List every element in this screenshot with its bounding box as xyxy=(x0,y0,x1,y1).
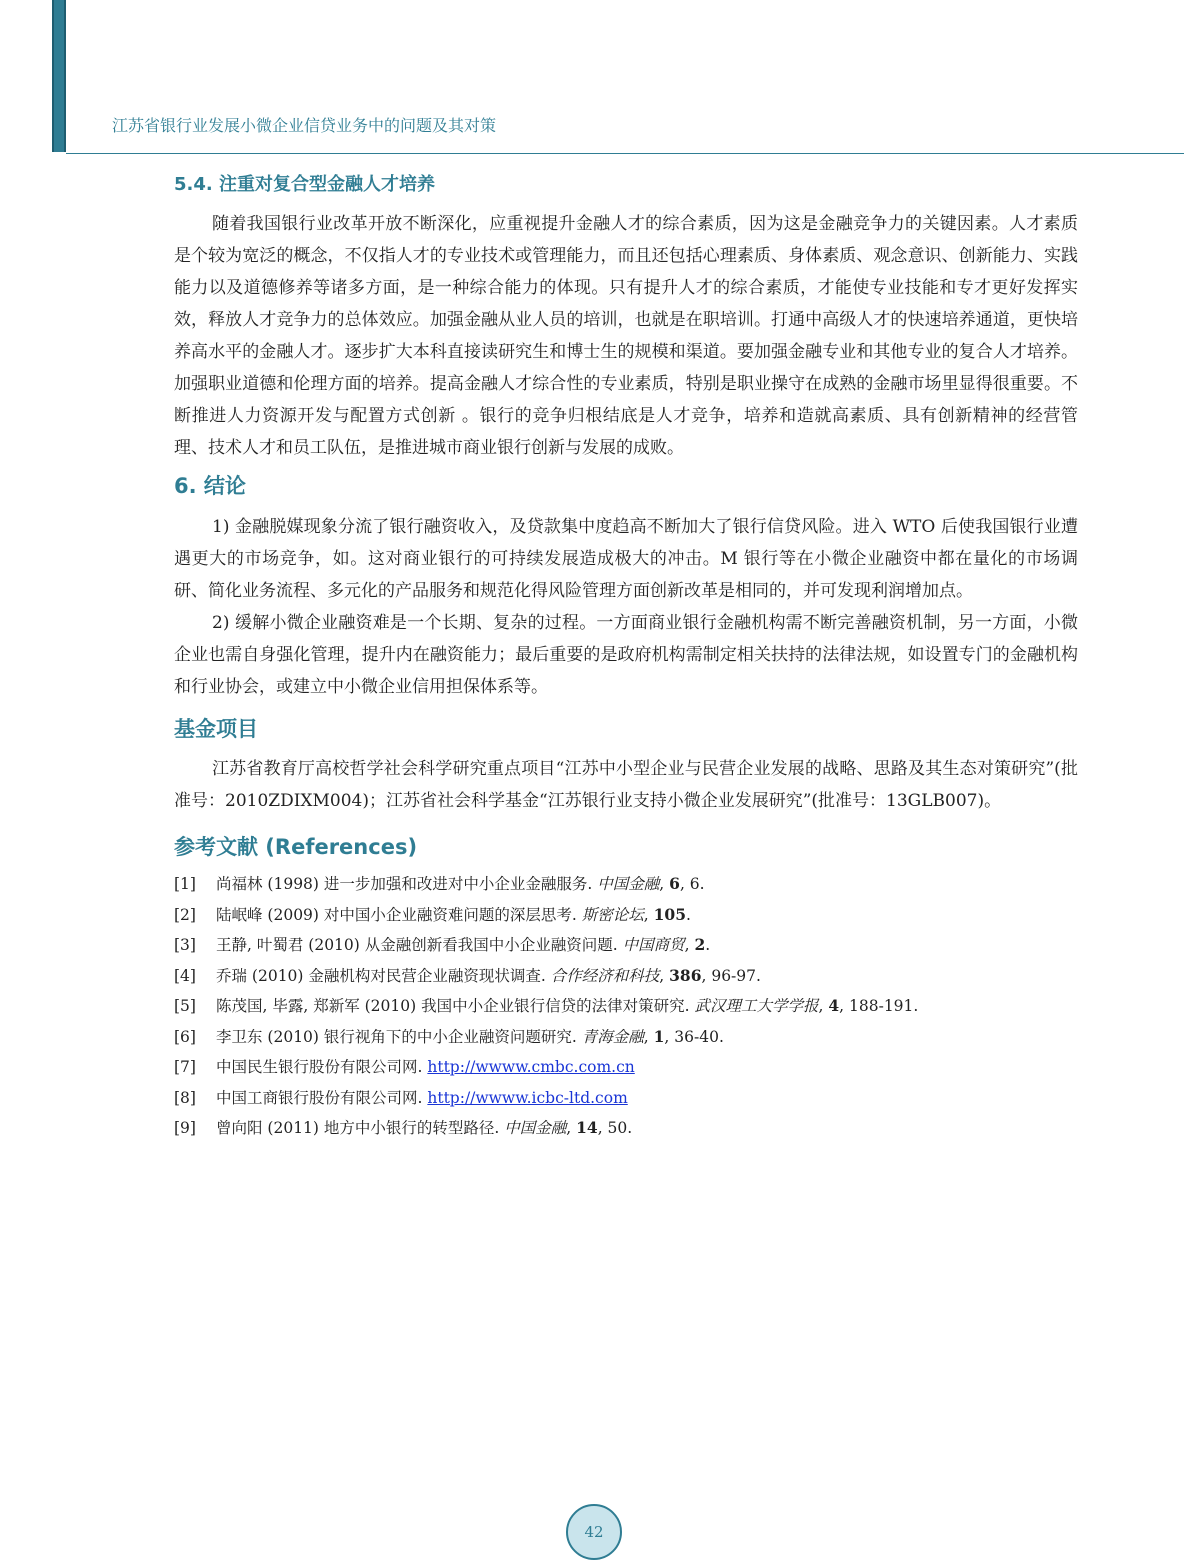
reference-number: [8] xyxy=(174,1088,196,1107)
reference-volume: 14 xyxy=(576,1118,598,1137)
reference-volume: 386 xyxy=(669,965,702,985)
reference-item xyxy=(174,991,1078,1022)
reference-text: 乔瑞 (2010) 金融机构对民营企业融资现状调查. xyxy=(216,966,551,985)
reference-journal: 合作经济和科技 xyxy=(550,966,660,985)
reference-pages: , 6. xyxy=(679,875,705,893)
reference-volume: 4 xyxy=(828,996,840,1015)
header-divider xyxy=(66,153,1184,154)
header-accent-bar xyxy=(52,0,66,152)
article-body xyxy=(174,170,1078,1144)
page-number: 42 xyxy=(584,1523,604,1541)
reference-separator: , xyxy=(659,875,670,893)
reference-journal: 武汉理工大学学报 xyxy=(694,997,819,1015)
reference-volume: 6 xyxy=(669,874,680,893)
reference-number: [7] xyxy=(174,1058,196,1076)
fund-paragraph: 江苏省教育厅高校哲学社会科学研究重点项目“江苏中小型企业与民营企业发展的战略、思路及其生态对策研究”(批准号：2010ZDIXM004)；江苏省社会科学基金“江苏银行业支持小微企业发展研究”(批准号：13GLB007)。 xyxy=(174,759,1078,811)
reference-volume: 1 xyxy=(653,1026,665,1046)
reference-journal: 斯密论坛 xyxy=(581,905,644,924)
reference-journal: 中国金融 xyxy=(597,875,660,893)
section-heading-fund: 基金项目 xyxy=(174,717,258,741)
reference-number: [1] xyxy=(174,875,196,893)
conclusion-paragraph-1: 1) 金融脱媒现象分流了银行融资收入，及贷款集中度趋高不断加大了银行信贷风险。进入 WTO 后使我国银行业遭遇更大的市场竞争，如。这对商业银行的可持续发展造成极大的冲击。M 银行等在小微企业融资中都在量化的市场调研、简化业务流程、多元化的产品服务和规范化得风险管理方面创新改革是相同的，并可发现利润增加点。 xyxy=(174,517,1078,601)
reference-number: [9] xyxy=(174,1119,196,1137)
reference-item xyxy=(174,930,1078,961)
section-5-4-paragraph: 随着我国银行业改革开放不断深化，应重视提升金融人才的综合素质，因为这是金融竞争力的关键因素。人才素质是个较为宽泛的概念，不仅指人才的专业技术或管理能力，而且还包括心理素质、身体素质、观念意识、创新能力、实践能力以及道德修养等诸多方面，是一种综合能力的体现。只有提升人才的综合素质，才能使专业技能和专才更好发挥实效，释放人才竞争力的总体效应。加强金融从业人员的培训，也就是在职培训。打通中高级人才的快速培养通道，更快培养高水平的金融人才。逐步扩大本科直接读研究生和博士生的规模和渠道。要加强金融专业和其他专业的复合人才培养。加强职业道德和伦理方面的培养。提高金融人才综合性的专业素质，特别是职业操守在成熟的金融市场里显得很重要。不断推进人力资源开发与配置方式创新 。银行的竞争归根结底是人才竞争，培养和造就高素质、具有创新精神的经营管理、技术人才和员工队伍，是推进城市商业银行创新与发展的成败。 xyxy=(174,214,1078,458)
reference-number: [5] xyxy=(174,997,196,1015)
reference-number: [3] xyxy=(174,936,196,954)
reference-pages: , 50. xyxy=(597,1119,633,1137)
reference-item xyxy=(174,1083,1078,1114)
reference-separator: , xyxy=(659,966,670,985)
reference-link[interactable]: http://wwww.icbc-ltd.com xyxy=(427,1088,628,1107)
reference-number: [4] xyxy=(174,966,196,985)
reference-volume: 2 xyxy=(694,935,706,954)
reference-separator: , xyxy=(643,905,654,924)
reference-number: [6] xyxy=(174,1027,196,1046)
reference-link[interactable]: http://wwww.cmbc.com.cn xyxy=(427,1058,635,1076)
reference-text: 中国民生银行股份有限公司网. xyxy=(216,1058,428,1076)
reference-text: 陈茂国, 毕露, 郑新军 (2010) 我国中小企业银行信贷的法律对策研究. xyxy=(216,997,695,1015)
reference-item xyxy=(174,869,1078,900)
reference-item xyxy=(174,1022,1078,1053)
reference-item xyxy=(174,1113,1078,1144)
reference-item xyxy=(174,961,1078,992)
reference-text: 曾向阳 (2011) 地方中小银行的转型路径. xyxy=(216,1119,505,1137)
reference-separator: , xyxy=(684,936,695,954)
reference-separator: , xyxy=(818,997,829,1015)
section-heading-5-4: 5.4. 注重对复合型金融人才培养 xyxy=(174,174,435,195)
reference-volume: 105 xyxy=(653,904,686,924)
reference-pages: , 36-40. xyxy=(664,1027,724,1046)
reference-text: 王静, 叶蜀君 (2010) 从金融创新看我国中小企业融资问题. xyxy=(216,936,623,954)
reference-pages: , 188-191. xyxy=(839,997,919,1015)
reference-journal: 中国商贸 xyxy=(622,936,685,954)
reference-number: [2] xyxy=(174,905,196,924)
reference-list xyxy=(174,869,1078,1144)
section-heading-conclusion: 6. 结论 xyxy=(174,474,246,498)
reference-journal: 青海金融 xyxy=(581,1027,644,1046)
reference-pages: , 96-97. xyxy=(701,966,761,985)
reference-text: 中国工商银行股份有限公司网. xyxy=(216,1088,428,1107)
reference-pages: . xyxy=(685,905,691,924)
reference-text: 李卫东 (2010) 银行视角下的中小企业融资问题研究. xyxy=(216,1027,582,1046)
reference-item xyxy=(174,900,1078,931)
reference-text: 陆岷峰 (2009) 对中国小企业融资难问题的深层思考. xyxy=(216,905,582,924)
reference-pages: . xyxy=(705,936,711,954)
reference-separator: , xyxy=(643,1027,654,1046)
section-heading-references: 参考文献 (References) xyxy=(174,835,418,859)
running-header-title: 江苏省银行业发展小微企业信贷业务中的问题及其对策 xyxy=(112,116,497,135)
reference-separator: , xyxy=(566,1119,577,1137)
reference-text: 尚福林 (1998) 进一步加强和改进对中小企业金融服务. xyxy=(216,875,598,893)
conclusion-paragraph-2: 2) 缓解小微企业融资难是一个长期、复杂的过程。一方面商业银行金融机构需不断完善融资机制，另一方面，小微企业也需自身强化管理，提升内在融资能力；最后重要的是政府机构需制定相关扶持的法律法规，如设置专门的金融机构和行业协会，或建立中小微企业信用担保体系等。 xyxy=(174,613,1078,697)
reference-journal: 中国金融 xyxy=(504,1119,567,1137)
reference-item xyxy=(174,1052,1078,1083)
page-number-badge xyxy=(566,1504,622,1560)
